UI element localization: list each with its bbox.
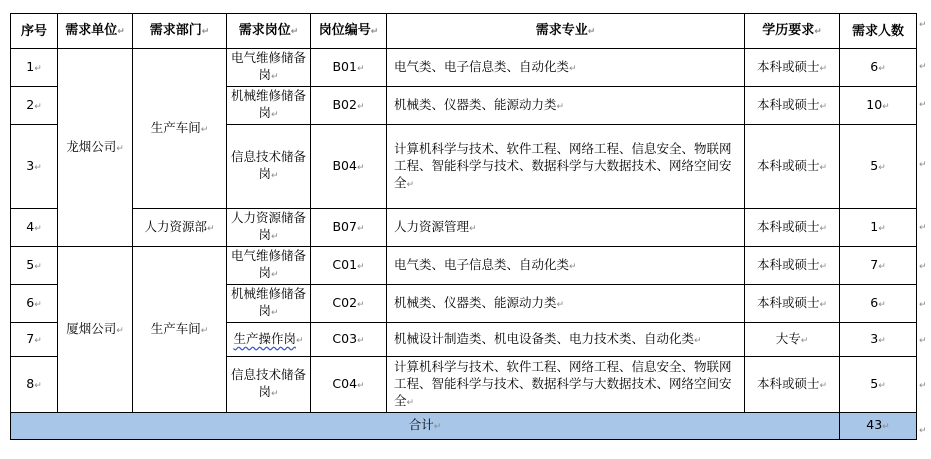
- code-cell: C04↵: [311, 357, 387, 413]
- row-end-mark: ↵: [919, 223, 927, 233]
- header-row: [11, 14, 917, 49]
- major-cell: 人力资源管理↵: [387, 209, 745, 247]
- table-row: [11, 49, 917, 87]
- code-cell: B01↵: [311, 49, 387, 87]
- department-cell: 人力资源部↵: [133, 209, 227, 247]
- major-cell: 电气类、电子信息类、自动化类↵: [387, 49, 745, 87]
- post-cell: 电气维修储备岗↵: [227, 247, 311, 285]
- department-cell: 生产车间↵: [133, 247, 227, 413]
- row-end-mark: ↵: [919, 336, 927, 346]
- department-cell: 生产车间↵: [133, 49, 227, 209]
- count-cell: 5↵: [840, 357, 917, 413]
- header-unit: 需求单位↵: [58, 14, 133, 49]
- row-end-mark: ↵: [919, 426, 927, 436]
- code-cell: B02↵: [311, 87, 387, 125]
- row-end-mark: ↵: [919, 20, 927, 30]
- row-no: 2↵: [11, 87, 58, 125]
- total-value: 43↵: [840, 413, 917, 440]
- count-cell: 6↵: [840, 285, 917, 323]
- header-no: 序号: [11, 14, 58, 49]
- header-education: 学历要求↵: [745, 14, 840, 49]
- code-cell: B07↵: [311, 209, 387, 247]
- count-cell: 10↵: [840, 87, 917, 125]
- row-end-mark: ↵: [919, 62, 927, 72]
- unit-cell: 厦烟公司↵: [58, 247, 133, 413]
- education-cell: 本科或硕士↵: [745, 49, 840, 87]
- major-cell: 机械设计制造类、机电设备类、电力技术类、自动化类↵: [387, 323, 745, 357]
- row-end-mark: ↵: [919, 160, 927, 170]
- count-cell: 3↵: [840, 323, 917, 357]
- post-cell: 生产操作岗↵: [227, 323, 311, 357]
- code-cell: C03↵: [311, 323, 387, 357]
- row-no: 7↵: [11, 323, 58, 357]
- post-cell: 机械维修储备岗↵: [227, 285, 311, 323]
- post-cell: 电气维修储备岗↵: [227, 49, 311, 87]
- recruitment-table: [10, 13, 917, 440]
- code-cell: C01↵: [311, 247, 387, 285]
- major-cell: 计算机科学与技术、软件工程、网络工程、信息安全、物联网工程、智能科学与技术、数据科学与大数据技术、网络空间安全↵: [387, 357, 745, 413]
- major-cell: 计算机科学与技术、软件工程、网络工程、信息安全、物联网工程、智能科学与技术、数据科学与大数据技术、网络空间安全↵: [387, 125, 745, 209]
- table-row: [11, 209, 917, 247]
- education-cell: 本科或硕士↵: [745, 357, 840, 413]
- row-no: 6↵: [11, 285, 58, 323]
- major-cell: 电气类、电子信息类、自动化类↵: [387, 247, 745, 285]
- count-cell: 1↵: [840, 209, 917, 247]
- post-cell: 人力资源储备岗↵: [227, 209, 311, 247]
- row-no: 1↵: [11, 49, 58, 87]
- post-cell: 信息技术储备岗↵: [227, 357, 311, 413]
- education-cell: 本科或硕士↵: [745, 125, 840, 209]
- header-code: 岗位编号↵: [311, 14, 387, 49]
- count-cell: 6↵: [840, 49, 917, 87]
- education-cell: 大专↵: [745, 323, 840, 357]
- code-cell: B04↵: [311, 125, 387, 209]
- row-no: 4↵: [11, 209, 58, 247]
- total-row: [11, 413, 917, 440]
- row-no: 3↵: [11, 125, 58, 209]
- count-cell: 5↵: [840, 125, 917, 209]
- row-end-mark: ↵: [919, 262, 927, 272]
- post-cell: 机械维修储备岗↵: [227, 87, 311, 125]
- major-cell: 机械类、仪器类、能源动力类↵: [387, 87, 745, 125]
- major-cell: 机械类、仪器类、能源动力类↵: [387, 285, 745, 323]
- count-cell: 7↵: [840, 247, 917, 285]
- education-cell: 本科或硕士↵: [745, 247, 840, 285]
- row-end-mark: ↵: [919, 300, 927, 310]
- education-cell: 本科或硕士↵: [745, 209, 840, 247]
- row-no: 8↵: [11, 357, 58, 413]
- total-label: 合计↵: [11, 413, 840, 440]
- post-cell: 信息技术储备岗↵: [227, 125, 311, 209]
- unit-cell: 龙烟公司↵: [58, 49, 133, 247]
- table-row: [11, 247, 917, 285]
- header-count: 需求人数: [840, 14, 917, 49]
- education-cell: 本科或硕士↵: [745, 87, 840, 125]
- header-post: 需求岗位↵: [227, 14, 311, 49]
- education-cell: 本科或硕士↵: [745, 285, 840, 323]
- row-no: 5↵: [11, 247, 58, 285]
- row-end-mark: ↵: [919, 381, 927, 391]
- code-cell: C02↵: [311, 285, 387, 323]
- header-major: 需求专业↵: [387, 14, 745, 49]
- header-department: 需求部门↵: [133, 14, 227, 49]
- row-end-mark: ↵: [919, 100, 927, 110]
